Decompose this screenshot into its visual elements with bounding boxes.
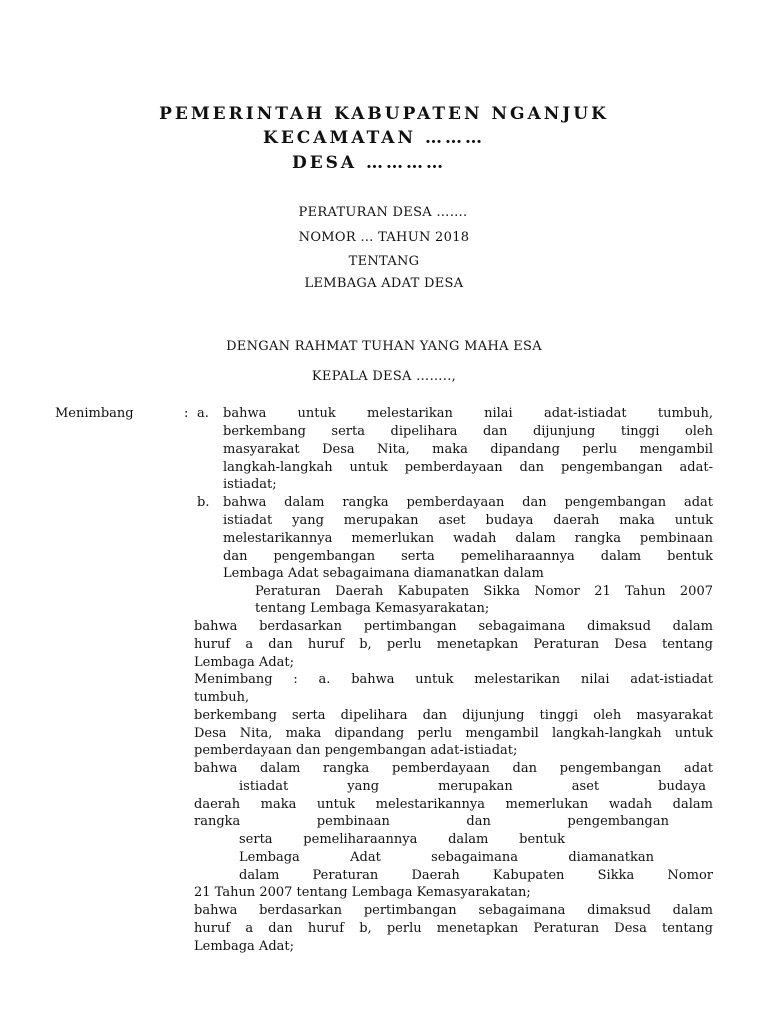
item-a-line: masyarakat Desa Nita, maka dipandang perlu mengambil: [223, 442, 713, 457]
regulation-title: PERATURAN DESA …….: [298, 205, 468, 220]
repeat-line: Lembaga Adat;: [194, 939, 294, 954]
preamble-grace: DENGAN RAHMAT TUHAN YANG MAHA ESA: [226, 339, 542, 354]
regulation-about: TENTANG: [348, 254, 420, 269]
item-a-line: langkah-langkah untuk pemberdayaan dan pengembangan adat-: [223, 460, 713, 475]
repeat-line: bahwa dalam rangka pemberdayaan dan pengembangan adat: [194, 761, 713, 776]
repeat-line: Lembaga Adat sebagaimana diamanatkan: [239, 850, 654, 865]
regulation-subject: LEMBAGA ADAT DESA: [304, 276, 464, 291]
repeat-line: Desa Nita, maka dipandang perlu mengambil langkah-langkah untuk: [194, 726, 713, 741]
item-b-cont-line: Peraturan Daerah Kabupaten Sikka Nomor 21 Tahun 2007: [255, 584, 713, 599]
repeat-line: tumbuh,: [194, 690, 250, 705]
item-b-line: Lembaga Adat sebagaimana diamanatkan dalam: [223, 566, 544, 581]
repeat-line: bahwa berdasarkan pertimbangan sebagaimana dimaksud dalam: [194, 903, 713, 918]
menimbang-colon: :: [184, 406, 189, 421]
repeat-line: istiadat yang merupakan aset budaya: [239, 779, 706, 794]
repeat-line: berkembang serta dipelihara dan dijunjung tinggi oleh masyarakat: [194, 708, 713, 723]
repeat-line: dalam Peraturan Daerah Kabupaten Sikka Nomor: [239, 868, 713, 883]
header-village: DESA …………: [291, 153, 447, 173]
repeat-line: daerah maka untuk melestarikannya memerlukan wadah dalam: [194, 797, 713, 812]
repeat-line: serta pemeliharaannya dalam bentuk: [239, 832, 565, 847]
item-b-line: melestarikannya memerlukan wadah dalam rangka pembinaan: [223, 531, 713, 546]
menimbang-label: Menimbang: [55, 406, 134, 421]
item-b-line: bahwa dalam rangka pemberdayaan dan pengembangan adat: [223, 495, 713, 510]
preamble-head: KEPALA DESA ……..,: [311, 369, 457, 384]
item-b-cont-line: tentang Lembaga Kemasyarakatan;: [255, 601, 490, 616]
item-a-marker: a.: [197, 406, 209, 421]
repeat-line: rangka pembinaan dan pengembangan: [194, 814, 669, 829]
item-c-line: Lembaga Adat;: [194, 655, 294, 670]
item-a-line: berkembang serta dipelihara dan dijunjung tinggi oleh: [223, 424, 713, 439]
item-b-marker: b.: [197, 495, 210, 510]
header-government: PEMERINTAH KABUPATEN NGANJUK: [159, 104, 609, 124]
repeat-line: huruf a dan huruf b, perlu menetapkan Peraturan Desa tentang: [194, 921, 713, 936]
item-c-line: huruf a dan huruf b, perlu menetapkan Peraturan Desa tentang: [194, 637, 713, 652]
repeat-line: 21 Tahun 2007 tentang Lembaga Kemasyarakatan;: [194, 885, 531, 900]
header-district: KECAMATAN ………: [263, 128, 485, 148]
repeat-line: pemberdayaan dan pengembangan adat-istiadat;: [194, 743, 518, 758]
item-b-line: istiadat yang merupakan aset budaya daerah maka untuk: [223, 513, 713, 528]
item-a-line: istiadat;: [223, 477, 277, 492]
item-b-line: dan pengembangan serta pemeliharaannya dalam bentuk: [223, 549, 713, 564]
regulation-number: NOMOR … TAHUN 2018: [298, 230, 470, 245]
item-a-line: bahwa untuk melestarikan nilai adat-istiadat tumbuh,: [223, 406, 713, 421]
item-c-line: bahwa berdasarkan pertimbangan sebagaimana dimaksud dalam: [194, 619, 713, 634]
repeat-line: Menimbang : a. bahwa untuk melestarikan nilai adat-istiadat: [194, 672, 713, 687]
